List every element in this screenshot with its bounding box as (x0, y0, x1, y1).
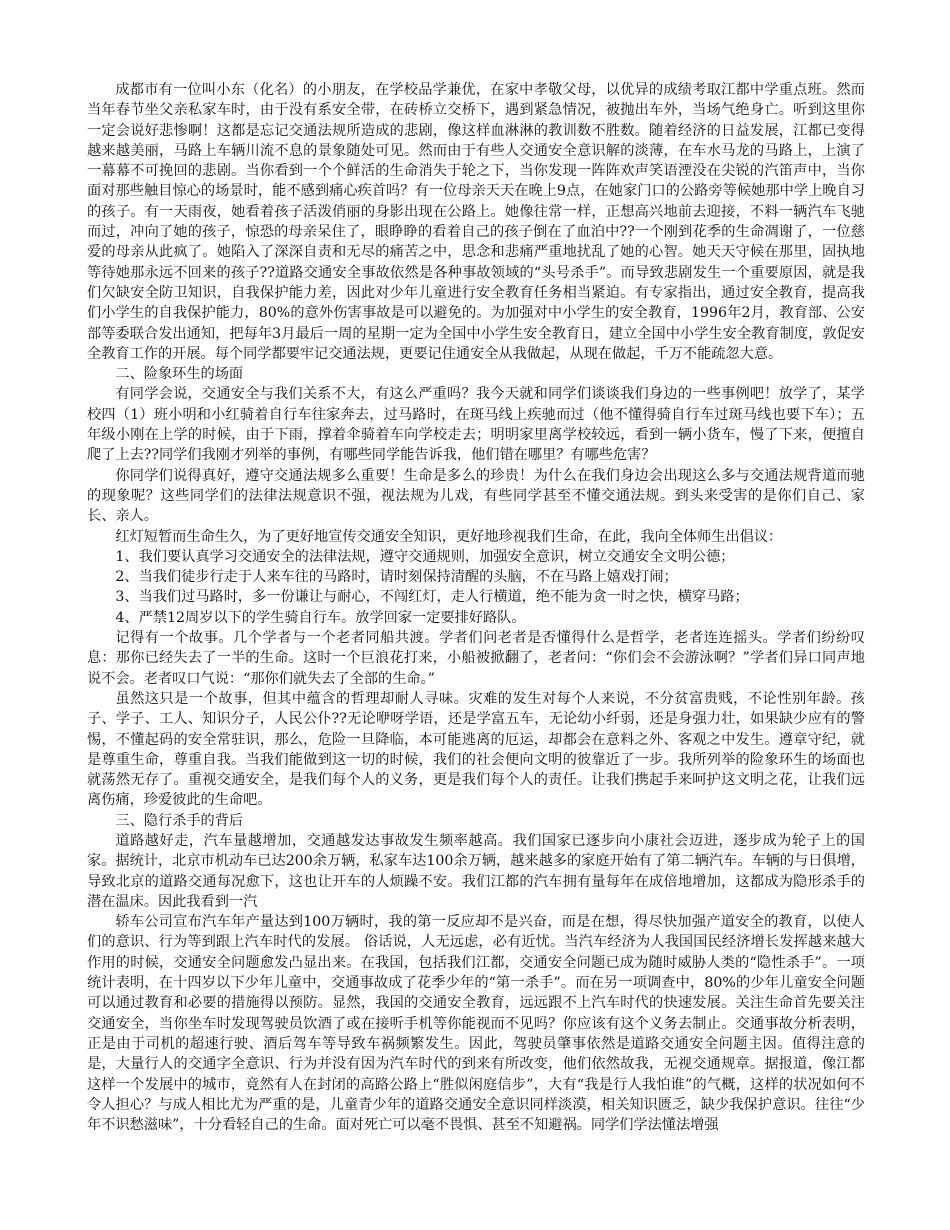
proposal-item-4: 4、严禁12周岁以下的学生骑自行车。放学回家一定要排好路队。 (115, 609, 526, 626)
paragraph-intro-story: 成都市有一位叫小东（化名）的小朋友，在学校品学兼优，在家中孝敬父母，以优异的成绩考取江都中学重点班。然而当年春节坐父亲私家车时，由于没有系安全带，在砖桥立交桥下，遇到紧急情况，被抛出车外，当场气绝身亡。听到这里你一定会说好悲惨啊！这都是忘记交通法规所造成的悲剧，像这样血淋淋的教训数不胜数。随着经济的日益发展，江都已变得越来越美丽，马路上车辆川流不息的景象随处可见。然而由于有些人交通安全意识解的淡薄，在车水马龙的马路上，上演了一幕幕不可挽回的悲剧。当你看到一个个鲜活的生命消失于轮之下，当你发现一阵阵欢声笑语湮没在尖锐的汽笛声中，当你面对那些触目惊心的场景时，能不感到痛心疾首吗？有一位母亲天天在晚上9点，在她家门口的公路旁等候她那中学上晚自习的孩子。有一天雨夜，她看着孩子活泼俏丽的身影出现在公路上。她像往常一样，正想高兴地前去迎接，不料一辆汽车飞驰而过，冲向了她的孩子，惊恐的母亲呆住了，眼睁睁的看着自己的孩子倒在了血泊中??一个刚到花季的生命凋谢了，一位慈爱的母亲从此疯了。她陷入了深深自责和无尽的痛苦之中，思念和悲痛严重地扰乱了她的心智。她天天守候在那里，固执地等待她那永远不回来的孩子??道路交通安全事故依然是各种事故领域的“头号杀手”。而导致悲剧发生一个重要原因，就是我们欠缺安全防卫知识，自我保护能力差，因此对少年儿童进行安全教育任务相当紧迫。有专家指出，通过安全教育，提高我们小学生的自我保护能力，80%的意外伤害事故是可以避免的。为加强对中小学生的安全教育，1996年2月，教育部、公安部等委联合发出通知，把每年3月最后一周的星期一定为全国中小学生安全教育日，建立全国中小学生安全教育制度，敦促安全教育工作的开展。每个同学都要牢记交通法规，更要记住通安全从我做起，从现在做起，千万不能疏忽大意。 (87, 82, 865, 362)
paragraph-car-growth: 道路越好走，汽车量越增加，交通越发达事故发生频率越高。我们国家已逐步向小康社会迈进，逐步成为轮子上的国家。据统计，北京市机动车已达200余万辆，私家车达100余万辆，越来越多的家庭开始有了第二辆汽车。车辆的与日俱增，导致北京的道路交通每况愈下，这也让开车的人烦躁不安。我们江都的汽车拥有量每年在成倍地增加，这都成为隐形杀手的潜在温床。因此我看到一汽 (87, 832, 865, 910)
section-heading-2: 二、险象环生的场面 (115, 366, 244, 383)
paragraph-examples: 有同学会说，交通安全与我们关系不大，有这么严重吗？我今天就和同学们谈谈我们身边的一些事例吧！放学了，某学校四（1）班小明和小红骑着自行车往家奔去，过马路时，在斑马线上疾驰而过（他不懂得骑自行车过斑马线也要下车）；五年级小刚在上学的时候，由于下雨，撑着伞骑着车向学校走去；明明家里离学校较远，看到一辆小货车，慢了下来，便擅自爬了上去??同学们我刚才列举的事例，有哪些同学能告诉我，他们错在哪里？有哪些危害？ (87, 386, 865, 464)
paragraph-importance: 你同学们说得真好，遵守交通法规多么重要！生命是多么的珍贵！为什么在我们身边会出现这么多与交通法规背道而驰的现象呢？这些同学们的法律法规意识不强，视法规为儿戏，有些同学甚至不懂交通法规。到头来受害的是你们自己、家长、亲人。 (87, 467, 865, 525)
section-heading-3: 三、隐行杀手的背后 (115, 812, 244, 829)
proposal-item-1: 1、我们要认真学习交通安全的法律法规，遵守交通规则，加强安全意识，树立交通安全文明公德； (115, 548, 735, 565)
proposal-item-3: 3、当我们过马路时，多一份谦让与耐心，不闯红灯，走人行横道，绝不能为贪一时之快，横穿马路； (115, 589, 749, 606)
paragraph-story-lesson: 虽然这只是一个故事，但其中蕴含的哲理却耐人寻味。灾难的发生对每个人来说，不分贫富贵贱，不论性别年龄。孩子、学子、工人、知识分子，人民公仆??无论咿呀学语，还是学富五车，无论幼小纤弱，还是身强力壮，如果缺少应有的警惕，不懂起码的安全常驻识，那么，危险一旦降临，本可能逃离的厄运，却都会在意料之外、客观之中发生。遵章守纪，就是尊重生命，尊重自我。当我们能做到这一切的时候，我们的社会便向文明的彼靠近了一步。我所列举的险象环生的场面也就荡然无存了。重视交通安全，是我们每个人的义务，更是我们每个人的责任。让我们携起手来呵护这文明之花，让我们远离伤痛，珍爱彼此的生命吧。 (87, 690, 865, 809)
paragraph-story: 记得有一个故事。几个学者与一个老者同船共渡。学者们问老者是否懂得什么是哲学，老者连连摇头。学者们纷纷叹息：那你已经失去了一半的生命。这时一个巨浪花打来，小船被掀翻了，老者问：“你们会不会游泳啊？”学者们异口同声地说不会。老者叹口气说：“那你们就失去了全部的生命。” (87, 630, 865, 687)
proposal-item-2: 2、当我们徒步行走于人来车往的马路时，请时刻保持清醒的头脑，不在马路上嬉戏打闹； (115, 569, 678, 586)
paragraph-proposal-intro: 红灯短暂而生命生久，为了更好地宣传交通安全知识，更好地珍视我们生命，在此，我向全体师生出倡议： (115, 528, 783, 545)
paragraph-safety-education: 轿车公司宣布汽车年产量达到100万辆时，我的第一反应却不是兴奋，而是在想，得尽快加强产道安全的教育，以使人们的意识、行为等到跟上汽车时代的发展。 俗话说，人无远虑，必有近忧。当汽车经济为人我国国民经济增长发挥越来越大作用的时候，交通安全问题愈发凸显出来。在我国，包括我们江都，交通安全问题已成为随时威胁人类的“隐性杀手”。一项统计表明，在十四岁以下少年儿童中，交通事故成了花季少年的“第一杀手”。而在另一项调查中，80%的少年儿童安全问题可以通过教育和必要的措施得以预防。显然，我国的交通安全教育，远远跟不上汽车时代的快速发展。关注生命首先要关注交通安全，当你坐车时发现驾驶员饮酒了或在接听手机等你能视而不见吗？你应该有这个义务去制止。交通事故分析表明，正是由于司机的超速行驶、酒后驾车等导致车祸频繁发生。因此，驾驶员肇事依然是道路交通安全问题主因。值得注意的是，大量行人的交通字全意识、行为并没有因为汽车时代的到来有所改变，他们依然故我，无视交通规章。据报道，像江都这样一个发展中的城市，竟然有人在封闭的高路公路上“胜似闲庭信步”，大有“我是行人我怕谁”的气概，这样的状况如何不令人担心？与成人相比尤为严重的是，儿童青少年的道路交通安全意识同样淡漠，相关知识匮乏，缺少我保护意识。往往“少年不识愁滋味”，十分看轻自己的生命。面对死亡可以毫不畏惧、甚至不知避祸。同学们学法懂法增强 (87, 914, 865, 1134)
